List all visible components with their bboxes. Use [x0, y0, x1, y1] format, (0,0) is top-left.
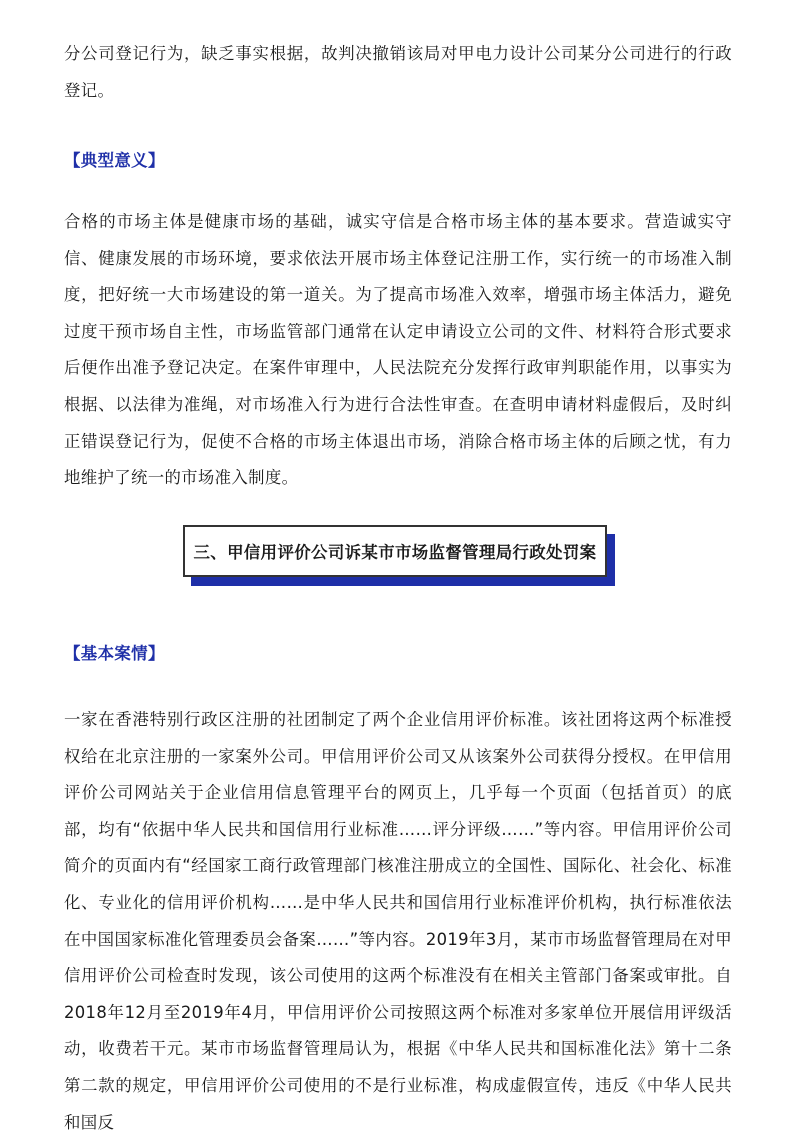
case-title-frame	[183, 525, 607, 577]
paragraph-typical-significance: 合格的市场主体是健康市场的基础，诚实守信是合格市场主体的基本要求。营造诚实守信、健康发展的市场环境，要求依法开展市场主体登记注册工作，实行统一的市场准入制度，把好统一大市场建设的第一道关。为了提高市场准入效率，增强市场主体活力，避免过度干预市场自主性，市场监管部门通常在认定申请设立公司的文件、材料符合形式要求后便作出准予登记决定。在案件审理中，人民法院充分发挥行政审判职能作用，以事实为根据、以法律为准绳，对市场准入行为进行合法性审查。在查明申请材料虚假后，及时纠正错误登记行为，促使不合格的市场主体退出市场，消除合格市场主体的后顾之忧，有力地维护了统一的市场准入制度。	[64, 212, 732, 488]
heading-basic-facts: 【基本案情】	[64, 644, 165, 663]
paragraph-basic-facts: 一家在香港特别行政区注册的社团制定了两个企业信用评价标准。该社团将这两个标准授权给在北京注册的一家案外公司。甲信用评价公司又从该案外公司获得分授权。在甲信用评价公司网站关于企业信用信息管理平台的网页上，几乎每一个页面（包括首页）的底部，均有“依据中华人民共和国信用行业标准……评分评级……”等内容。甲信用评价公司简介的页面内有“经国家工商行政管理部门核准注册成立的全国性、国际化、社会化、标准化、专业化的信用评价机构……是中华人民共和国信用行业标准评价机构，执行标准依法在中国国家标准化管理委员会备案……”等内容。2019年3月，某市市场监督管理局在对甲信用评价公司检查时发现，该公司使用的这两个标准没有在相关主管部门备案或审批。自2018年12月至2019年4月，甲信用评价公司按照这两个标准对多家单位开展信用评级活动，收费若干元。某市市场监督管理局认为，根据《中华人民共和国标准化法》第十二条第二款的规定，甲信用评价公司使用的不是行业标准，构成虚假宣传，违反《中华人民共和国反	[64, 710, 732, 1132]
case-title: 三、甲信用评价公司诉某市市场监督管理局行政处罚案	[193, 543, 597, 562]
case-title-box	[183, 525, 607, 577]
paragraph-judgment-conclusion: 分公司登记行为，缺乏事实根据，故判决撤销该局对甲电力设计公司某分公司进行的行政登记。	[64, 44, 732, 100]
heading-typical-significance: 【典型意义】	[64, 151, 165, 170]
